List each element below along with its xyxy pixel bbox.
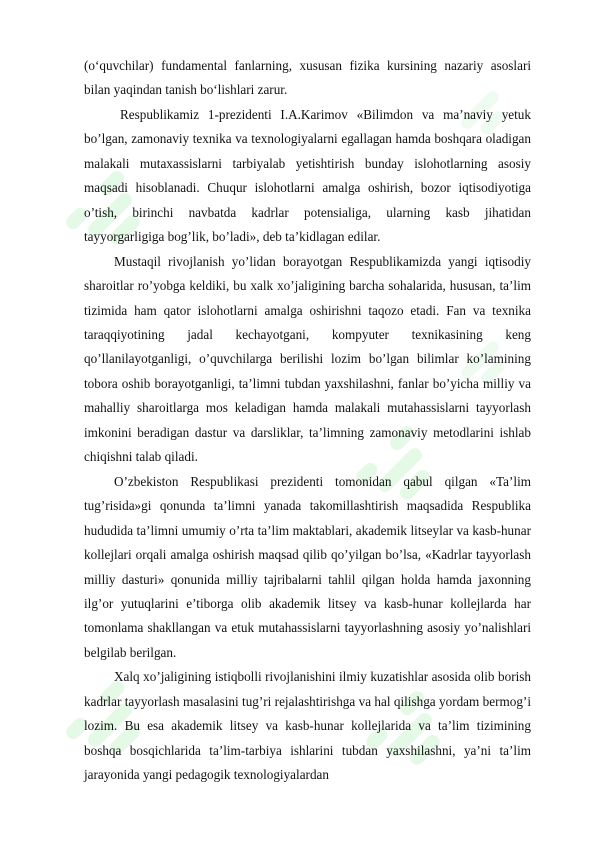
document-body [84,54,531,788]
paragraph-4: O’zbekiston Respublikasi prezidenti tomonidan qabul qilgan «Ta’lim tug’risida»gi qonunda ta’limni yanada takomillashtirish maqsadida Respublika hududida ta’limni umumiy o’rta ta’lim maktablari, akademik litseylar va kasb-hunar kollejlari orqali amalga oshirish maqsad qilib qo’yilgan bo’lsa, «Kadrlar tayyorlash milliy dasturi» qonunida milliy tajribalarni tahlil qilgan holda hamda jaxonning ilg’or yutuqlarini e’tiborga olib akademik litsey va kasb-hunar kollejlarda har tomonlama shakllangan va etuk mutahassislarni tayyorlashning asosiy yo’nalishlari belgilab berilgan. [84,473,531,660]
paragraph-1: (o‘quvchilar) fundamental fanlarning, xususan fizika kursining nazariy asoslari bilan yaqindan tanish bo‘lishlari zarur. [84,58,531,98]
paragraph-5: Xalq xo’jaligining istiqbolli rivojlanishini ilmiy kuzatishlar asosida olib borish kadrlar tayyorlash masalasini tug’ri rejalashtirishga va hal qilishga yordam bermog’i lozim. Bu esa akademik litsey va kasb-hunar kollejlarida va ta’lim tizimining boshqa bosqichlarida ta’lim-tarbiya ishlarini tubdan yaxshilashni, ya’ni ta’lim jarayonida yangi pedagogik texnologiyalardan [84,669,531,783]
paragraph-2: Respublikamiz 1-prezidenti I.A.Karimov «Bilimdon va ma’naviy yetuk bo’lgan, zamonaviy texnika va texnologiyalarni egallagan hamda boshqara oladigan malakali mutaxassislarni tarbiyalab yetishtirish bunday islohotlarning asosiy maqsadi hisoblanadi. Chuqur islohotlarni amalga oshirish, bozor iqtisodiyotiga o’tish, birinchi navbatda kadrlar potensialiga, ularning kasb jihatidan tayyorgarligiga bog’lik, bo’ladi», deb ta’kidlagan edilar. [84,106,531,245]
paragraph-3: Mustaqil rivojlanish yo’lidan borayotgan Respublikamizda yangi iqtisodiy sharoitlar ro’yobga keldiki, bu xalk xo’jaligining barcha sohalarida, hususan, ta’lim tizimida ham qator islohotlarni amalga oshirishni taqozo etadi. Fan va texnika taraqqiyotining jadal kechayotgani, kompyuter texnikasining keng qo’llanilayotganligi, o’quvchilarga berilishi lozim bo’lgan bilimlar ko’lamining tobora oshib borayotganligi, ta’limni tubdan yaxshilashni, fanlar bo’yicha milliy va mahalliy sharoitlarga mos keladigan hamda malakali mutahassislarni tayyorlash imkonini beradigan dastur va darsliklar, ta’limning zamonaviy metodlarini ishlab chiqishni talab qiladi. [84,253,531,465]
